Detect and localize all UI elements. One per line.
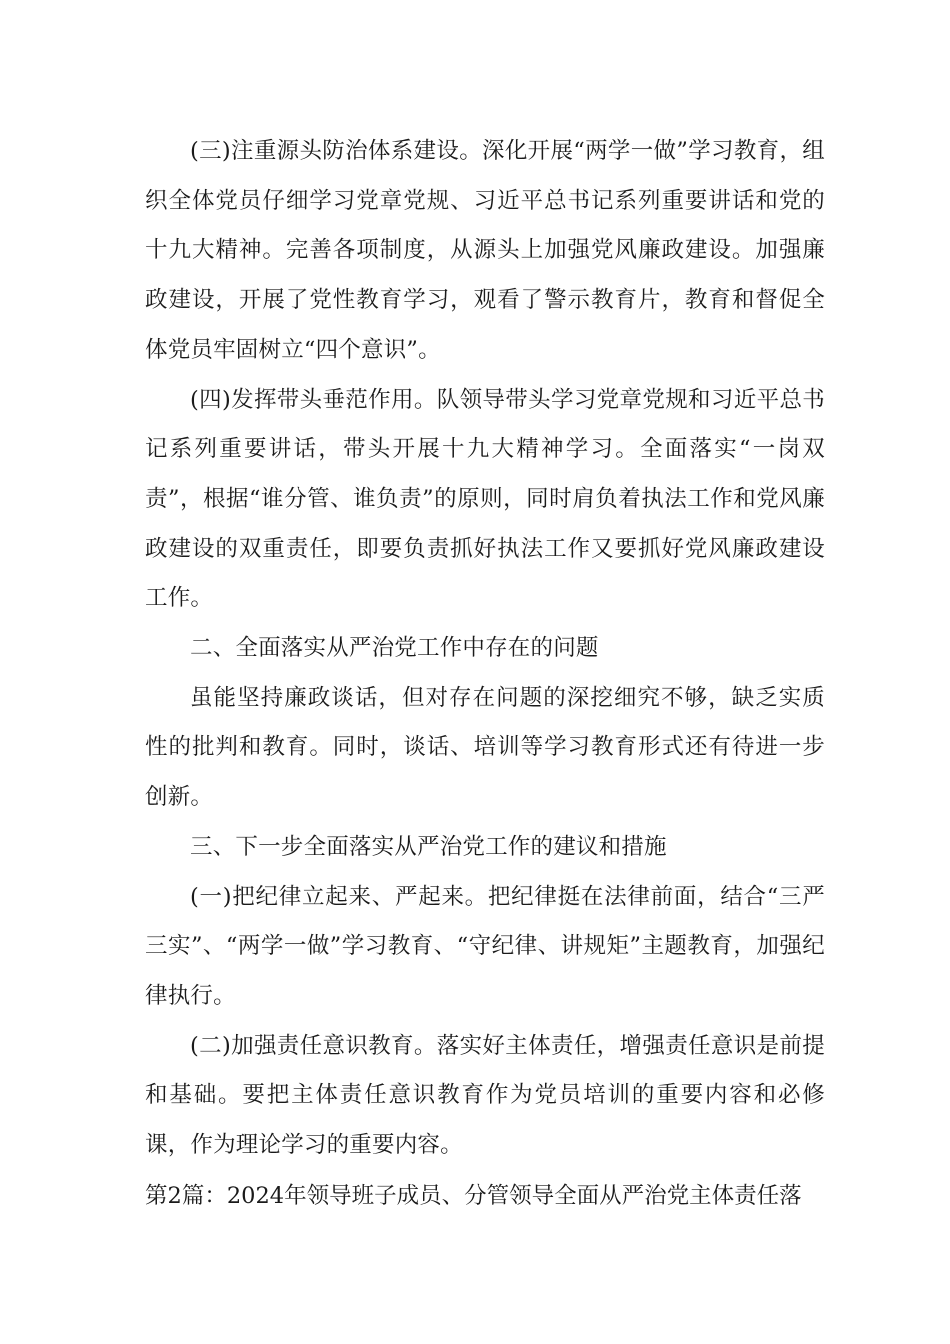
next-article-title: 第2篇：2024年领导班子成员、分管领导全面从严治党主体责任落: [145, 1183, 802, 1209]
paragraph-section-4: (四)发挥带头垂范作用。队领导带头学习党章党规和习近平总书记系列重要讲话，带头开展十九大精神学习。全面落实“一岗双责”，根据“谁分管、谁负责”的原则，同时肩负着执法工作和党风廉政建设的双重责任，即要负责抓好执法工作又要抓好党风廉政建设工作。: [145, 386, 825, 612]
heading-next-steps: 三、下一步全面落实从严治党工作的建议和措施: [190, 833, 667, 860]
document-body: [145, 127, 825, 1171]
paragraph-measure-2: (二)加强责任意识教育。落实好主体责任，增强责任意识是前提和基础。要把主体责任意识教育作为党员培训的重要内容和必修课，作为理论学习的重要内容。: [145, 1032, 825, 1159]
paragraph-measure-1: (一)把纪律立起来、严起来。把纪律挺在法律前面，结合“三严三实”、“两学一做”学习教育、“守纪律、讲规矩”主题教育，加强纪律执行。: [145, 883, 825, 1009]
paragraph-problems: 虽能坚持廉政谈话，但对存在问题的深挖细究不够，缺乏实质性的批判和教育。同时，谈话、培训等学习教育形式还有待进一步创新。: [145, 684, 825, 811]
paragraph-section-3: (三)注重源头防治体系建设。深化开展“两学一做”学习教育，组织全体党员仔细学习党章党规、习近平总书记系列重要讲话和党的十九大精神。完善各项制度，从源头上加强党风廉政建设。加强廉政建设，开展了党性教育学习，观看了警示教育片，教育和督促全体党员牢固树立“四个意识”。: [145, 138, 825, 363]
heading-problems: 二、全面落实从严治党工作中存在的问题: [190, 635, 599, 662]
